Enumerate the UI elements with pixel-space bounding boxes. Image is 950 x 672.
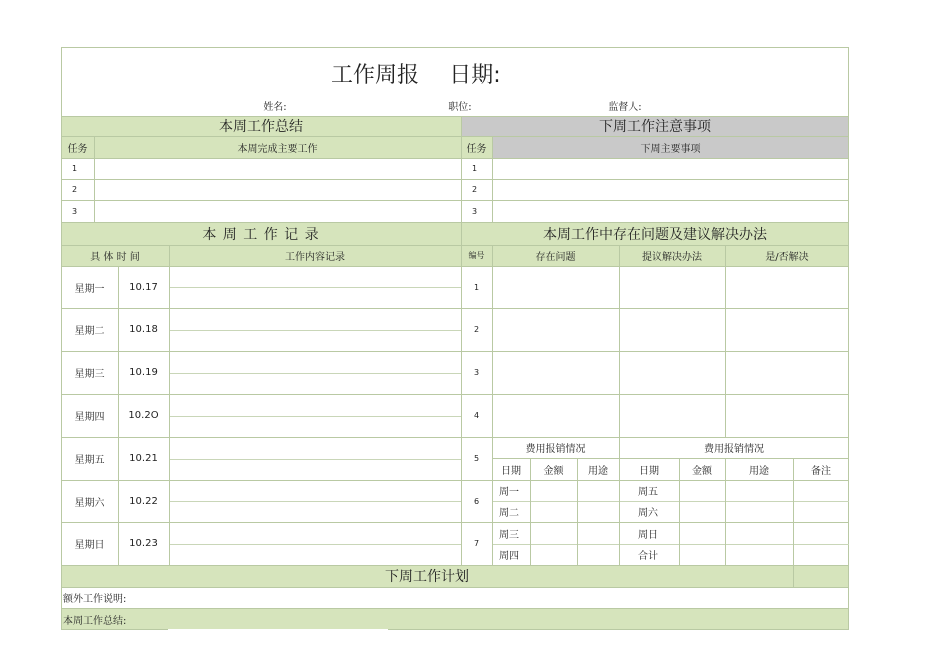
next-notes-row-number: 3 <box>472 206 478 216</box>
expense-day: 周六 <box>638 508 658 519</box>
record-day: 星期日 <box>74 540 105 551</box>
extra-work-label: 额外工作说明: <box>63 594 127 605</box>
plan-section-title: 下周工作计划 <box>385 569 469 585</box>
content-sub-line <box>169 330 461 331</box>
record-date: 10.22 <box>129 495 158 507</box>
issue-number: 4 <box>473 411 480 420</box>
issue-number: 1 <box>473 282 480 292</box>
border-top <box>61 47 849 48</box>
issue-number: 3 <box>473 368 480 377</box>
expense-day: 周二 <box>499 508 519 519</box>
records-section-title: 本 周 工 作 记 录 <box>202 226 320 243</box>
record-date: 10.23 <box>129 538 158 549</box>
record-date: 10.18 <box>129 324 158 335</box>
grid-line <box>61 394 849 395</box>
content-sub-line <box>169 459 461 460</box>
expense-header: 用途 <box>588 465 608 477</box>
expense-day: 周三 <box>499 529 519 541</box>
grid-line <box>61 351 849 352</box>
content-sub-line <box>169 416 461 417</box>
expense-header: 金额 <box>692 465 712 477</box>
expense-header: 备注 <box>811 465 831 477</box>
record-date: 10.21 <box>129 453 158 464</box>
record-day: 星期一 <box>74 283 105 295</box>
content-sub-line <box>169 544 461 545</box>
expense-header: 用途 <box>749 465 769 477</box>
content-sub-line <box>169 287 461 288</box>
expense-day: 周四 <box>499 551 519 562</box>
summary-row-number: 1 <box>72 164 78 173</box>
expense-right-title: 费用报销情况 <box>704 444 764 455</box>
expense-header: 日期 <box>501 465 521 477</box>
expense-total: 合计 <box>638 551 658 562</box>
record-day: 星期二 <box>74 326 105 337</box>
supervisor-label: 监督人: <box>608 101 642 113</box>
issue-number: 7 <box>473 539 480 548</box>
grid-line <box>61 266 849 267</box>
grid-line <box>619 245 620 565</box>
next-notes-section-title: 下周工作注意事项 <box>599 119 711 135</box>
expense-day: 周日 <box>638 529 658 541</box>
summary-section-title: 本周工作总结 <box>219 119 303 135</box>
issue-number: 6 <box>473 496 480 506</box>
records-time-header: 具 体 时 间 <box>90 252 140 263</box>
issue-number: 5 <box>473 454 480 463</box>
record-date: 10.2O <box>128 410 159 421</box>
expense-day: 周一 <box>499 487 519 498</box>
next-notes-task-header: 任务 <box>466 143 487 155</box>
grid-line <box>61 480 849 481</box>
record-day: 星期六 <box>74 497 105 509</box>
grid-line <box>61 158 849 159</box>
grid-line <box>61 200 849 201</box>
date-label: 日期: <box>449 62 501 88</box>
record-day: 星期四 <box>74 412 105 423</box>
position-label: 职位: <box>448 101 472 113</box>
grid-line <box>61 179 849 180</box>
issues-problem-header: 存在问题 <box>535 252 576 263</box>
issues-resolved-header: 是/否解决 <box>765 252 809 263</box>
issues-no-header: 编号 <box>468 251 485 260</box>
content-sub-line <box>169 373 461 374</box>
next-notes-row-number: 1 <box>472 164 478 173</box>
record-date: 10.19 <box>129 367 158 378</box>
name-label: 姓名: <box>263 101 287 113</box>
next-notes-main-header: 下周主要事项 <box>640 143 701 155</box>
grid-line <box>61 308 849 309</box>
expense-header: 金额 <box>543 465 564 477</box>
next-notes-row-number: 2 <box>472 185 478 194</box>
grid-line <box>725 245 726 437</box>
grid-line <box>61 522 849 523</box>
expense-header: 日期 <box>639 465 659 477</box>
records-content-header: 工作内容记录 <box>285 252 345 263</box>
grid-line <box>169 245 170 565</box>
record-date: 10.17 <box>129 281 158 293</box>
expense-left-title: 费用报销情况 <box>525 444 586 455</box>
week-summary-label: 本周工作总结: <box>63 615 127 627</box>
page-title: 工作周报 <box>330 62 419 88</box>
summary-row-number: 2 <box>72 185 78 194</box>
summary-main-header: 本周完成主要工作 <box>237 143 318 155</box>
grid-line <box>492 245 493 565</box>
summary-row-number: 3 <box>72 206 78 216</box>
content-sub-line <box>169 501 461 502</box>
issues-solution-header: 提议解决办法 <box>642 252 702 263</box>
summary-task-header: 任务 <box>67 143 88 155</box>
issue-number: 2 <box>473 325 480 334</box>
expense-day: 周五 <box>638 487 658 498</box>
record-day: 星期三 <box>74 369 105 380</box>
record-day: 星期五 <box>74 455 105 466</box>
issues-section-title: 本周工作中存在问题及建议解决办法 <box>543 226 767 243</box>
